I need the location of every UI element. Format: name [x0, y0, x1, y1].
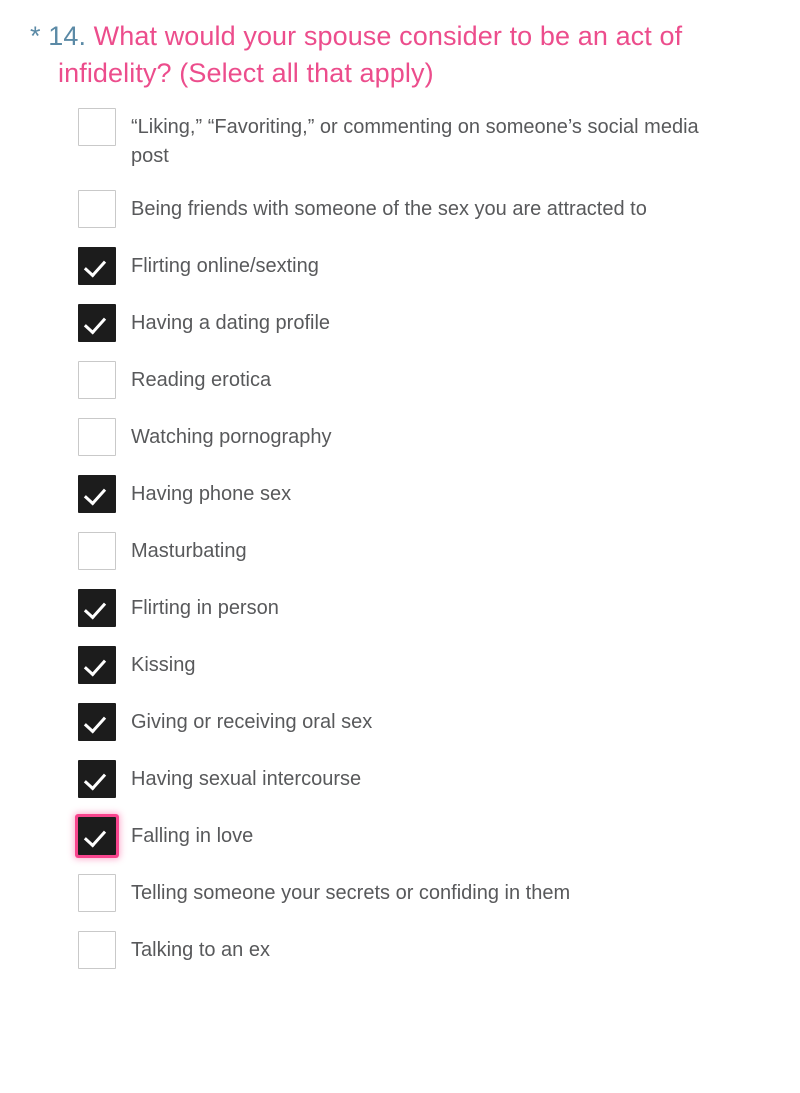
checkbox-option-row[interactable] [78, 759, 770, 798]
checkbox-unchecked-icon[interactable] [78, 931, 116, 969]
checkbox-checked-icon[interactable] [78, 703, 116, 741]
checkbox-unchecked-icon[interactable] [78, 532, 116, 570]
checkbox-option-label: Watching pornography [131, 425, 332, 448]
checkbox-option-label: Talking to an ex [131, 938, 270, 961]
checkbox-option-row[interactable] [78, 417, 770, 456]
checkbox-option-label: Masturbating [131, 539, 247, 562]
checkbox-option-label: Falling in love [131, 824, 254, 847]
checkbox-option-row[interactable] [78, 645, 770, 684]
checkbox-unchecked-icon[interactable] [78, 108, 116, 146]
checkbox-checked-icon[interactable] [78, 304, 116, 342]
checkbox-checked-icon[interactable] [78, 760, 116, 798]
checkbox-option-label: Kissing [131, 653, 196, 676]
checkbox-option-row[interactable] [78, 588, 770, 627]
checkbox-option-label: Telling someone your secrets or confiding in them [131, 881, 571, 904]
checkbox-option-row[interactable] [78, 873, 770, 912]
checkbox-option-label: Having sexual intercourse [131, 767, 362, 790]
checkbox-checked-icon[interactable] [78, 646, 116, 684]
checkbox-checked-icon[interactable] [78, 247, 116, 285]
question-title [30, 18, 770, 93]
checkbox-option-label: Having a dating profile [131, 311, 331, 334]
checkbox-option-label: Giving or receiving oral sex [131, 710, 373, 733]
checkbox-option-label: “Liking,” “Favoriting,” or commenting on someone’s social media post [131, 115, 699, 167]
checkbox-unchecked-icon[interactable] [78, 361, 116, 399]
checkbox-unchecked-icon[interactable] [78, 190, 116, 228]
checkbox-option-label: Being friends with someone of the sex you are attracted to [131, 197, 647, 220]
checkbox-option-row[interactable] [78, 246, 770, 285]
checkbox-unchecked-icon[interactable] [78, 874, 116, 912]
question-text: What would your spouse consider to be an act of infidelity? (Select all that apply) [58, 21, 683, 89]
checkbox-option-row[interactable] [78, 189, 770, 228]
checkbox-option-row[interactable] [78, 930, 770, 969]
checkbox-option-row[interactable] [78, 816, 770, 855]
checkbox-checked-icon[interactable] [78, 817, 116, 855]
checkbox-option-label: Flirting in person [131, 596, 279, 619]
checkbox-unchecked-icon[interactable] [78, 418, 116, 456]
checkbox-option-label: Flirting online/sexting [131, 254, 319, 277]
checkbox-checked-icon[interactable] [78, 589, 116, 627]
checkbox-option-row[interactable] [78, 474, 770, 513]
required-asterisk: * [30, 21, 41, 51]
checkbox-options-list [30, 107, 770, 969]
checkbox-option-label: Reading erotica [131, 368, 272, 391]
checkbox-option-label: Having phone sex [131, 482, 292, 505]
checkbox-option-row[interactable] [78, 360, 770, 399]
checkbox-checked-icon[interactable] [78, 475, 116, 513]
checkbox-option-row[interactable] [78, 702, 770, 741]
checkbox-option-row[interactable] [78, 303, 770, 342]
checkbox-option-row[interactable] [78, 107, 770, 171]
question-number: 14. [48, 21, 87, 51]
checkbox-option-row[interactable] [78, 531, 770, 570]
